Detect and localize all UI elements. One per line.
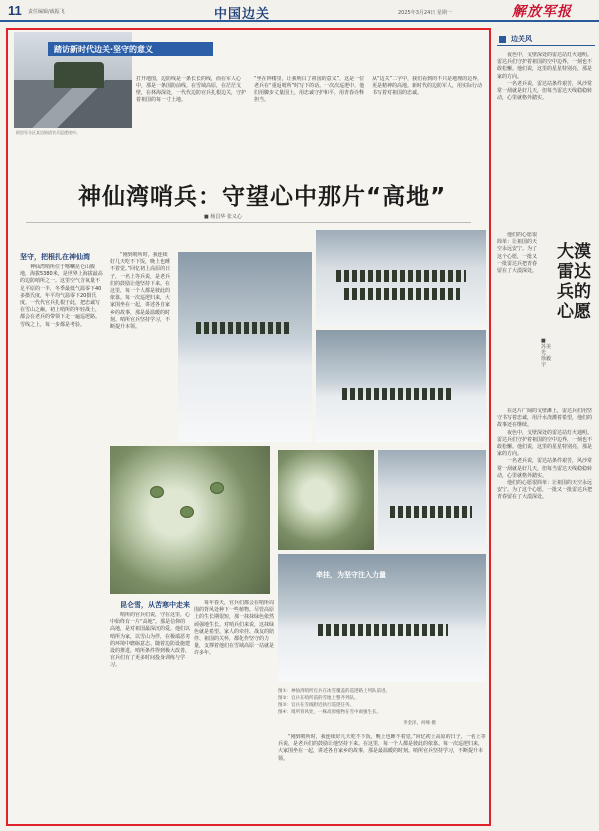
- article-headline: 神仙湾哨兵：守望心中那片“高地”: [78, 184, 447, 210]
- leaf-shape: [180, 506, 194, 518]
- page-header: [0, 0, 599, 22]
- subhead: 牵挂，为坚守注入力量: [316, 571, 386, 579]
- formation-photo: [316, 230, 486, 326]
- divider: [26, 222, 471, 223]
- sidebar-paragraph: 他们的心愿很简单：让祖国的天空永远安宁。为了这个心愿，一批又一批雷达兵把青春留在了大漠深处。: [497, 480, 593, 501]
- feature-paragraph: 打开地图，边防线是一条长长的线，而在军人心中，那是一条国防前线。在雪域高原，在茫茫戈壁，在林海深处，一代代边防官兵扎根边关，守护着祖国的每一寸土地。: [136, 76, 247, 103]
- body-column: [20, 264, 104, 818]
- caption-line: 图②：官兵在哨所前的雪地上整齐列队。: [278, 696, 359, 701]
- body-column: [110, 252, 172, 442]
- body-column: [278, 734, 486, 818]
- issue-date: 2025年3月24日 星期一: [398, 10, 452, 16]
- leaf-shape: [210, 482, 224, 494]
- sidebar-text: [497, 52, 593, 232]
- feature-photo-caption: 阿里军分区某边防团官兵巡逻途中。: [16, 130, 80, 135]
- soldier-row: [344, 288, 460, 300]
- soldiers-silhouette: [54, 62, 104, 88]
- body-column: [110, 612, 190, 818]
- body-paragraph: 每年春天，官兵们都会在哨所周围的背风处种下一些植物。尽管高原上的生长期很短，那一抹抹绿色依然顽强地生长。对哨兵们来说，这抹绿色就是希望。家人的牵挂、战友的陪伴、祖国的关怀，都化作坚守的力量，支撑着他们在雪域高原一站就是许多年。: [194, 600, 274, 657]
- feature-paragraph: “坐在钟楼里，让我明白了祖国的意义”，这是一位老兵在“重返哨所”时写下的话。一次次巡逻中，他们用脚步丈量国土，用忠诚守护和平，用青春诠释担当。: [254, 76, 365, 103]
- body-paragraph: “刚到哨所时，我连续好几天吃不下饭，晚上也睡不着觉。”回忆初上高原的日子，一名上等兵说，是老兵们的鼓励让他坚持下来。在这里，每一个人都是彼此的依靠。每一次巡逻归来，大家围坐在一起，讲述各自家乡的故事，那是最温暖的时刻。哨所官兵坚持学习，不断提升本领。: [110, 252, 171, 331]
- newspaper-logo: 解放军报: [512, 4, 572, 20]
- sidebar-paragraph: 他们的心愿很简单：让祖国的天空永远安宁。为了这个心愿，一批又一批雷达兵把青春留在了大漠深处。: [497, 232, 537, 275]
- column-title: 踏访新时代边关·坚守的意义: [54, 45, 154, 54]
- body-paragraph: “刚到哨所时，我连续好几天吃不下饭，晚上也睡不着觉。”回忆初上高原的日子，一名上等兵说，是老兵们的鼓励让他坚持下来。在这里，每一个人都是彼此的依靠。每一次巡逻归来，大家围坐在一起，讲述各自家乡的故事，那是最温暖的时刻。哨所官兵坚持学习，不断提升本领。: [278, 734, 486, 762]
- feature-paragraph: 从“边关”二字中，我们看到的不只是地理的边界，更是精神的高地。新时代的边防军人，用实际行动书写着对祖国的忠诚。: [372, 76, 483, 96]
- plant-photo: [110, 446, 270, 594]
- subhead: 坚守，把根扎在神仙湾: [20, 253, 90, 261]
- outpost-photo: [378, 450, 486, 550]
- soldier-row: [336, 270, 466, 282]
- patrol-photo: [178, 252, 312, 442]
- top-feature: [10, 32, 487, 140]
- caption-line: 图④：哨所背风处，一株高原植物在雪中顽强生长。: [278, 710, 382, 715]
- sidebar-paragraph: 夜色中，戈壁深处的雷达站灯火通明。雷达兵们守护着祖国的空中边界，一刻也不敢松懈。他们说，这里的星星特别亮，那是家的方向。: [497, 429, 593, 458]
- body-paragraph: 哨所的官兵们说，守在这里，心中始终有一片“高地”。那是信仰的高地，是对祖国最深沉的爱。他们以哨所为家，以雪山为伴，在极端恶劣的环境中磨砺意志。随着边防设施建设的推进，哨所条件得到极大改善，官兵们有了更多时间投身训练与学习。: [110, 612, 190, 669]
- snowline-photo: [316, 330, 486, 442]
- sidebar-column-label: 边关风: [511, 35, 532, 43]
- editor-credit: 责任编辑/戚振飞: [28, 9, 65, 15]
- caption-line: 图③：官兵在雪线附近执行巡逻任务。: [278, 703, 355, 708]
- subhead: 昆仑雪，从苦寒中走来: [120, 601, 190, 609]
- sidebar-author: ■ 苏美光 徐毅宇: [541, 338, 552, 368]
- section-title: 中国边关: [214, 7, 271, 22]
- photo-captions: [278, 688, 478, 716]
- soldier-row: [390, 506, 472, 518]
- sidebar-paragraph: 夜色中，戈壁深处的雷达站灯火通明。雷达兵们守护着祖国的空中边界，一刻也不敢松懈。他们说，这里的星星特别亮，那是家的方向。: [497, 52, 593, 80]
- sidebar-text: [497, 408, 593, 818]
- leaf-shape: [150, 486, 164, 498]
- photo-credit: 李金泽、何峰 摄: [403, 721, 436, 726]
- body-paragraph: 神仙湾哨所位于喀喇昆仑山腹地，海拔5380米，是世界上海拔最高的边防哨所之一。这里空气含氧量不足平原的一半，冬季最低气温零下40多摄氏度，年平均气温零下20摄氏度。一代代官兵扎根于此，把忠诚写在雪山之巅。初上哨所的年轻战士，都会在老兵的带领下走一遍巡逻路。雪线之上，每一步都是考验。: [20, 264, 103, 328]
- sidebar-header: [497, 32, 595, 46]
- sidebar-paragraph: 在这片广阔的戈壁滩上，雷达兵们用坚守书写着忠诚，用汗水浇灌着希望，他们的故事还在继续。: [497, 408, 593, 429]
- sidebar-text: [497, 232, 537, 402]
- sidebar-column: [497, 28, 595, 826]
- caption-line: 图①：神仙湾哨所官兵在冰雪覆盖的巡逻路上列队前进。: [278, 689, 391, 694]
- soldier-row: [318, 624, 448, 636]
- snow-plant-photo: [278, 450, 374, 550]
- sidebar-paragraph: 一名老兵说，雷达站条件艰苦，风沙常常一刮就是好几天，但每当雷达天线稳稳转动，心里就格外踏实。: [497, 80, 593, 102]
- sidebar-title: 大漠雷达兵的心愿: [557, 242, 591, 322]
- sidebar-paragraph: 一名老兵说，雷达站条件艰苦，风沙常常一刮就是好几天，但每当雷达天线稳稳转动，心里就格外踏实。: [497, 458, 593, 479]
- soldier-row: [196, 322, 292, 334]
- body-column: [194, 600, 274, 818]
- main-article-frame: [6, 28, 491, 826]
- article-byline: ■ 杨昌华 张义心: [204, 214, 242, 220]
- page-number: 11: [8, 3, 22, 18]
- square-icon: [499, 36, 506, 43]
- soldier-row: [342, 388, 452, 400]
